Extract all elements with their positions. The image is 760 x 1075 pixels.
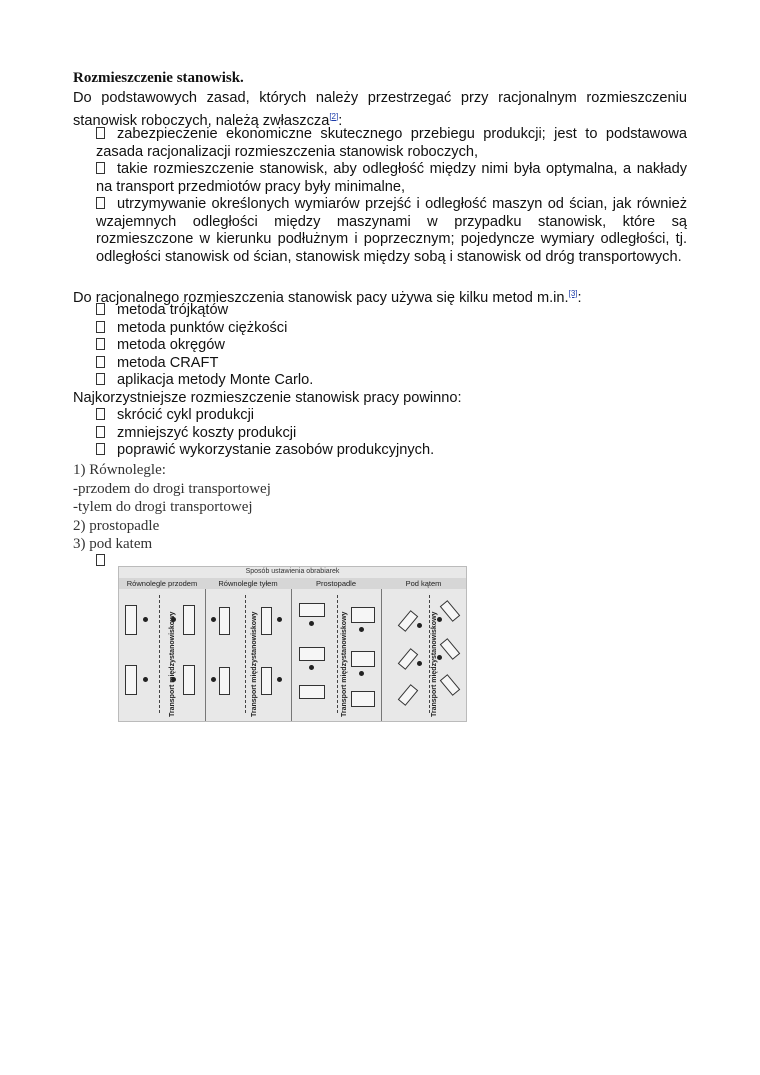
machine-shape bbox=[398, 648, 419, 670]
vertical-label: Transport międzystanowiskowy bbox=[251, 611, 258, 717]
machine-shape bbox=[261, 667, 272, 695]
intro-tail: : bbox=[338, 112, 343, 129]
machine-shape bbox=[299, 603, 325, 617]
bullet-icon bbox=[96, 443, 105, 455]
machine-shape bbox=[219, 607, 230, 635]
machine-shape bbox=[125, 665, 137, 695]
bullet-icon bbox=[96, 408, 105, 420]
machine-shape bbox=[440, 600, 461, 622]
machine-shape bbox=[440, 674, 461, 696]
machine-shape bbox=[219, 667, 230, 695]
method-item bbox=[96, 302, 687, 320]
benefit-item bbox=[96, 425, 687, 443]
column-header: Pod kątem bbox=[381, 578, 466, 589]
operator-dot bbox=[417, 623, 422, 628]
operator-dot bbox=[143, 677, 148, 682]
method-text: aplikacja metody Monte Carlo. bbox=[117, 372, 314, 388]
benefit-text: zmniejszyć koszty produkcji bbox=[117, 425, 297, 441]
arrangement-line: 2) prostopadle bbox=[73, 518, 160, 534]
figure-caption: Sposób ustawienia obrabiarek bbox=[245, 568, 340, 575]
principle-item bbox=[96, 196, 687, 266]
benefits-intro: Najkorzystniejsze rozmieszczenie stanowisk pracy powinno: bbox=[73, 390, 462, 406]
operator-dot bbox=[417, 661, 422, 666]
operator-dot bbox=[359, 627, 364, 632]
intro-paragraph bbox=[73, 90, 687, 130]
machine-shape bbox=[299, 685, 325, 699]
machine-shape bbox=[261, 607, 272, 635]
bullet-icon bbox=[96, 197, 105, 209]
principle-text: takie rozmieszczenie stanowisk, aby odległość między nimi była optymalna, a nakłady na transport przedmiotów pracy były minimalne, bbox=[96, 161, 687, 195]
machine-shape bbox=[398, 684, 419, 706]
method-text: metoda trójkątów bbox=[117, 302, 229, 318]
machine-layout-figure bbox=[118, 566, 467, 722]
bullet-icon bbox=[96, 554, 105, 566]
machine-shape bbox=[351, 651, 375, 667]
machine-shape bbox=[440, 638, 461, 660]
method-item bbox=[96, 320, 687, 338]
arrangement-line: -przodem do drogi transportowej bbox=[73, 481, 271, 497]
footnote-ref-2[interactable]: [2] bbox=[329, 111, 339, 121]
arrangement-line: -tylem do drogi transportowej bbox=[73, 499, 253, 515]
method-item bbox=[96, 337, 687, 355]
section-heading: Rozmieszczenie stanowisk. bbox=[73, 70, 244, 86]
principle-text: zabezpieczenie ekonomiczne skutecznego przebiegu produkcji; jest to podstawowa zasada racjonalizacji rozmieszczenia stanowisk roboczych, bbox=[96, 126, 687, 160]
operator-dot bbox=[211, 617, 216, 622]
principle-text: utrzymywanie określonych wymiarów przejść i odległość maszyn od ścian, jak również wzajemnych odległości między maszynami w przypadku stanowisk, które są rozmieszczone w kierunku podłużnym i poprzecznym; pojedyncze wymiary odległości, tj. odległości stanowisk od ścian, stanowisk między sobą i stanowisk od dróg transportowych. bbox=[96, 196, 687, 265]
footnote-ref-3[interactable]: [3] bbox=[568, 289, 578, 298]
operator-dot bbox=[211, 677, 216, 682]
bullet-icon bbox=[96, 373, 105, 385]
bullet-icon bbox=[96, 338, 105, 350]
bullet-icon bbox=[96, 321, 105, 333]
bullet-icon bbox=[96, 162, 105, 174]
vertical-label: Transport międzystanowiskowy bbox=[431, 611, 438, 717]
bullet-icon bbox=[96, 356, 105, 368]
transport-path bbox=[429, 595, 430, 713]
machine-shape bbox=[398, 610, 419, 632]
methods-intro-tail: : bbox=[577, 290, 582, 306]
transport-path bbox=[159, 595, 160, 713]
machine-shape bbox=[351, 691, 375, 707]
method-text: metoda okręgów bbox=[117, 337, 225, 353]
principle-item bbox=[96, 161, 687, 196]
operator-dot bbox=[277, 617, 282, 622]
benefit-item bbox=[96, 442, 687, 460]
machine-shape bbox=[299, 647, 325, 661]
benefit-item bbox=[96, 407, 687, 425]
methods-intro-text: Do racjonalnego rozmieszczenia stanowisk pacy używa się kilku metod m.in. bbox=[73, 290, 569, 306]
bullet-icon bbox=[96, 426, 105, 438]
machine-shape bbox=[125, 605, 137, 635]
arrangement-line: 1) Równolegle: bbox=[73, 462, 166, 478]
operator-dot bbox=[359, 671, 364, 676]
operator-dot bbox=[143, 617, 148, 622]
operator-dot bbox=[277, 677, 282, 682]
machine-shape bbox=[183, 665, 195, 695]
column-header: Równolegle tyłem bbox=[205, 578, 292, 589]
transport-path bbox=[337, 595, 338, 713]
operator-dot bbox=[309, 665, 314, 670]
benefit-text: poprawić wykorzystanie zasobów produkcyjnych. bbox=[117, 442, 435, 458]
bullet-icon bbox=[96, 303, 105, 315]
method-item bbox=[96, 355, 687, 373]
principle-item bbox=[96, 126, 687, 161]
vertical-label: Transport międzystanowiskowy bbox=[341, 611, 348, 717]
machine-shape bbox=[351, 607, 375, 623]
transport-path bbox=[245, 595, 246, 713]
column-header: Prostopadle bbox=[291, 578, 382, 589]
intro-text: Do podstawowych zasad, których należy przestrzegać przy racjonalnym rozmieszczeniu stanowisk roboczych, należą zwłaszcza bbox=[73, 90, 687, 129]
machine-shape bbox=[183, 605, 195, 635]
benefit-text: skrócić cykl produkcji bbox=[117, 407, 255, 423]
operator-dot bbox=[309, 621, 314, 626]
method-text: metoda punktów ciężkości bbox=[117, 320, 288, 336]
arrangement-line: 3) pod katem bbox=[73, 536, 153, 552]
vertical-label: Transport międzystanowiskowy bbox=[169, 611, 176, 717]
method-item bbox=[96, 372, 687, 390]
column-header: Równolegle przodem bbox=[119, 578, 206, 589]
bullet-icon bbox=[96, 127, 105, 139]
method-text: metoda CRAFT bbox=[117, 355, 219, 371]
